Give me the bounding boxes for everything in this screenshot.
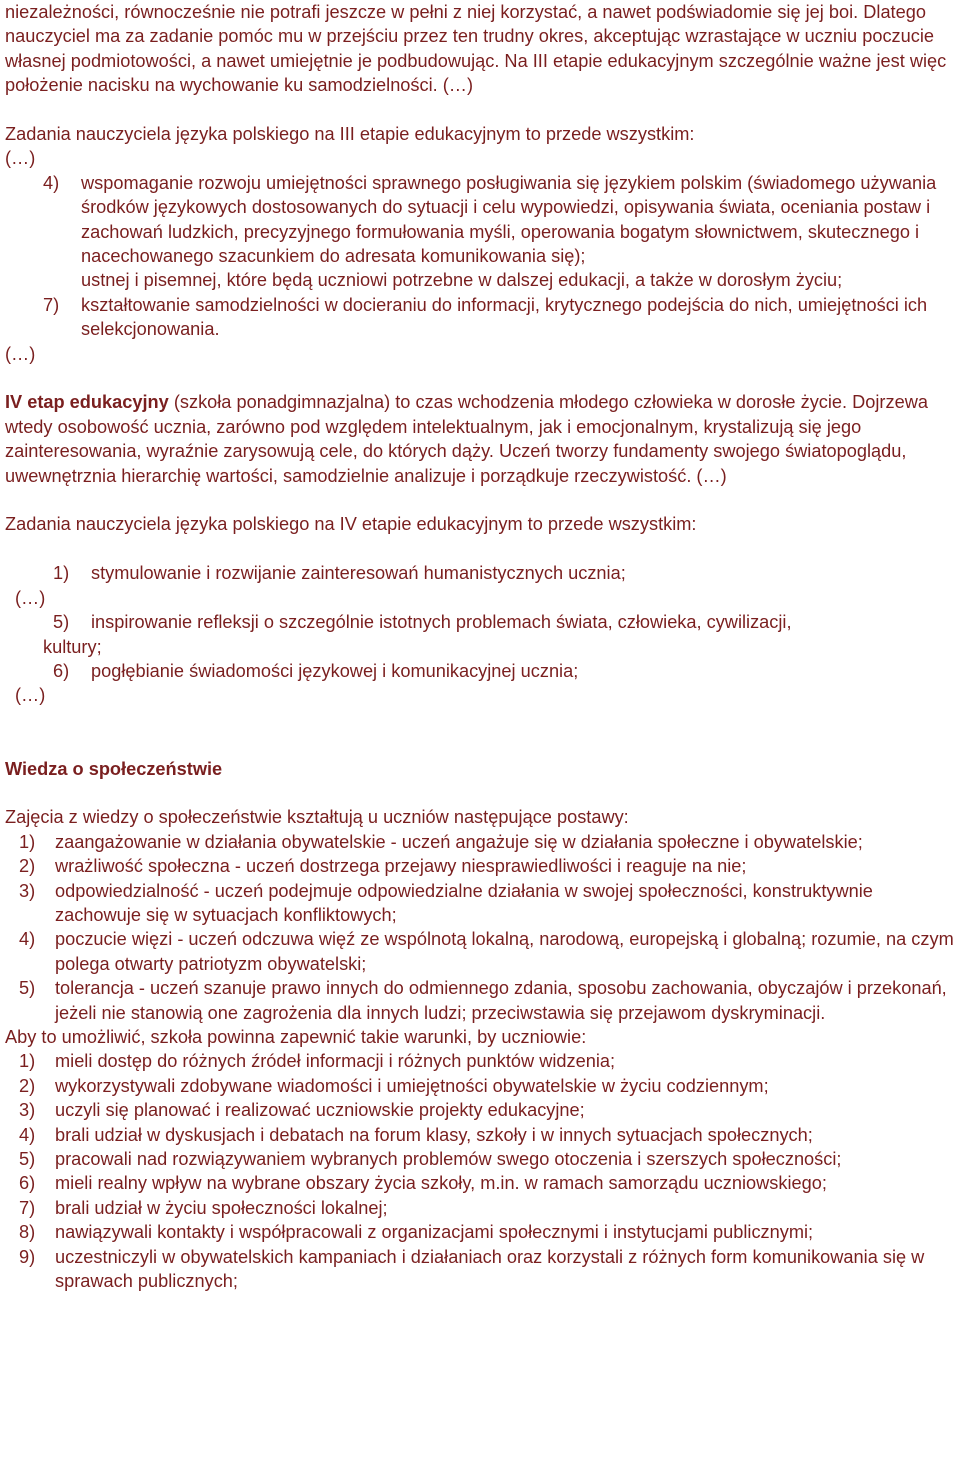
list-item-text: tolerancja - uczeń szanuje prawo innych do odmiennego zdania, sposobu zachowania, obyczajów i przekonań, jeżeli nie stanowią one zagrożenia dla innych ludzi; przeciwstawia się przejawom dyskryminacji. (55, 978, 947, 1023)
list-item (5, 1245, 955, 1294)
list-item-text: kształtowanie samodzielności w docieraniu do informacji, krytycznego podejścia do nich, umiejętności ich selekcjonowania. (81, 294, 928, 340)
list-number: 3) (19, 1100, 36, 1121)
tasks-heading-iii: Zadania nauczyciela języka polskiego na III etapie edukacyjnym to przede wszystkim: (5, 124, 695, 145)
list-item (5, 171, 955, 269)
list-item-text: brali udział w życiu społeczności lokalnej; (55, 1197, 388, 1218)
list-item-text: mieli realny wpływ na wybrane obszary życia szkoły, m.in. w ramach samorządu uczniowskiego; (55, 1173, 827, 1194)
list-number: 5) (53, 612, 70, 633)
list-number: 5) (19, 1149, 36, 1169)
ellipsis: (…) (5, 343, 36, 364)
ellipsis: (…) (5, 148, 36, 169)
conditions-list (5, 1049, 955, 1293)
tasks-list-iv-cont2 (5, 659, 955, 683)
list-number: 6) (19, 1173, 36, 1194)
list-number: 5) (19, 978, 36, 999)
list-item (5, 976, 955, 1025)
list-item-text: brali udział w dyskusjach i debatach na forum klasy, szkoły i w innych sytuacjach społecznych; (55, 1124, 813, 1145)
stage-iv-paragraph (5, 390, 955, 488)
list-number: 1) (19, 831, 36, 852)
list-number: 2) (19, 1075, 36, 1096)
list-item (5, 927, 955, 976)
tasks-list-iv-cont (5, 610, 955, 634)
list-item (5, 1098, 955, 1122)
conditions-intro: Aby to umożliwić, szkoła powinna zapewnić takie warunki, by uczniowie: (5, 1026, 587, 1047)
list-item (5, 268, 955, 292)
list-item (5, 659, 955, 683)
list-number: 4) (43, 172, 60, 193)
list-number: 4) (19, 929, 36, 950)
attitudes-intro: Zajęcia z wiedzy o społeczeństwie kształtują u uczniów następujące postawy: (5, 807, 629, 828)
tasks-list-iii (5, 171, 955, 342)
stage-iv-bold-lead: IV etap edukacyjny (5, 392, 169, 413)
list-item-text: odpowiedzialność - uczeń podejmuje odpowiedzialne działania w swojej społeczności, konstruktywnie zachowuje się w sytuacjach konfliktowych; (55, 880, 873, 925)
list-number: 9) (19, 1246, 36, 1267)
list-number: 1) (19, 1051, 36, 1072)
list-item (5, 1074, 955, 1098)
list-item (5, 879, 955, 928)
list-number: 1) (53, 563, 70, 584)
list-item (5, 1171, 955, 1195)
tasks-heading-iv: Zadania nauczyciela języka polskiego na IV etapie edukacyjnym to przede wszystkim: (5, 514, 697, 535)
list-number: 3) (19, 880, 36, 901)
list-number: 4) (19, 1124, 36, 1145)
list-number: 8) (19, 1222, 36, 1243)
list-item-text: wspomaganie rozwoju umiejętności sprawnego posługiwania się językiem polskim (świadomego używania środków językowych dostosowanych do sytuacji i celu wypowiedzi, opisywania świata, oceniania postaw i zachowań ludzkich, precyzyjnego formułowania myśli, operowania bogatym słownictwem, skutecznego i nacechowanego szacunkiem do adresata komunikowania się); (81, 172, 937, 267)
list-item (5, 293, 955, 342)
list-item-text: pracowali nad rozwiązywaniem wybranych problemów swego otoczenia i szerszych społeczności; (55, 1149, 842, 1169)
tasks-list-iv (5, 561, 955, 585)
list-item-text: wrażliwość społeczna - uczeń dostrzega przejawy niesprawiedliwości i reaguje na nie; (55, 856, 747, 877)
list-number: 7) (43, 294, 60, 315)
list-item-continuation: kultury; (43, 636, 102, 657)
section-heading: Wiedza o społeczeństwie (5, 758, 223, 779)
list-item-text: mieli dostęp do różnych źródeł informacji i różnych punktów widzenia; (55, 1051, 616, 1072)
list-item (5, 1049, 955, 1073)
list-item-text: uczestniczyli w obywatelskich kampaniach i działaniach oraz korzystali z różnych form komunikowania się w sprawach publicznych; (55, 1246, 925, 1292)
list-item (5, 1147, 955, 1171)
list-item-text: uczyli się planować i realizować uczniowskie projekty edukacyjne; (55, 1100, 585, 1121)
list-number: 7) (19, 1197, 36, 1218)
list-item-text: poczucie więzi - uczeń odczuwa więź ze wspólnotą lokalną, narodową, europejską i globalną; rozumie, na czym polega otwarty patriotyzm obywatelski; (55, 929, 954, 974)
list-item-text: nawiązywali kontakty i współpracowali z organizacjami społecznymi i instytucjami publicznymi; (55, 1222, 814, 1243)
ellipsis: (…) (15, 587, 46, 608)
list-item-text: ustnej i pisemnej, które będą uczniowi potrzebne w dalszej edukacji, a także w dorosłym życiu; (81, 270, 843, 291)
list-item (5, 854, 955, 878)
intro-paragraph: niezależności, równocześnie nie potrafi jeszcze w pełni z niej korzystać, a nawet podświadomie się jej boi. Dlatego nauczyciel ma za zadanie pomóc mu w przejściu przez ten trudny okres, akceptując wzrastające w uczniu poczucie własnej podmiotowości, a nawet umiejętnie je podbudowując. Na III etapie edukacyjnym szczególnie ważne jest więc położenie nacisku na wychowanie ku samodzielności. (…) (5, 2, 947, 96)
list-item-text: wykorzystywali zdobywane wiadomości i umiejętności obywatelskie w życiu codziennym; (55, 1075, 769, 1096)
list-item (5, 1220, 955, 1244)
stage-iv-text: (szkoła ponadgimnazjalna) to czas wchodzenia młodego człowieka w dorosłe życie. Dojrzewa wtedy osobowość ucznia, zarówno pod względem intelektualnym, jak i emocjonalnym, krystalizują się jego zainteresowania, wyraźnie zarysowują cele, do których dąży. Uczeń tworzy fundamenty swojego światopoglądu, uwewnętrznia hierarchię wartości, samodzielnie analizuje i porządkuje rzeczywistość. (…) (5, 392, 928, 486)
list-item (5, 610, 955, 634)
list-item-text: pogłębianie świadomości językowej i komunikacyjnej ucznia; (91, 660, 579, 681)
list-item (5, 1123, 955, 1147)
list-item (5, 830, 955, 854)
ellipsis: (…) (15, 685, 46, 706)
list-number: 2) (19, 856, 36, 877)
list-item-text: inspirowanie refleksji o szczególnie istotnych problemach świata, człowieka, cywilizacji, (91, 612, 792, 633)
list-item-text: zaangażowanie w działania obywatelskie - uczeń angażuje się w działania społeczne i obywatelskie; (55, 831, 863, 852)
list-item (5, 1196, 955, 1220)
attitudes-list (5, 830, 955, 1025)
list-item-text: stymulowanie i rozwijanie zainteresowań humanistycznych ucznia; (91, 563, 626, 584)
list-number: 6) (53, 660, 70, 681)
document-page (5, 0, 955, 1293)
list-item (5, 561, 955, 585)
